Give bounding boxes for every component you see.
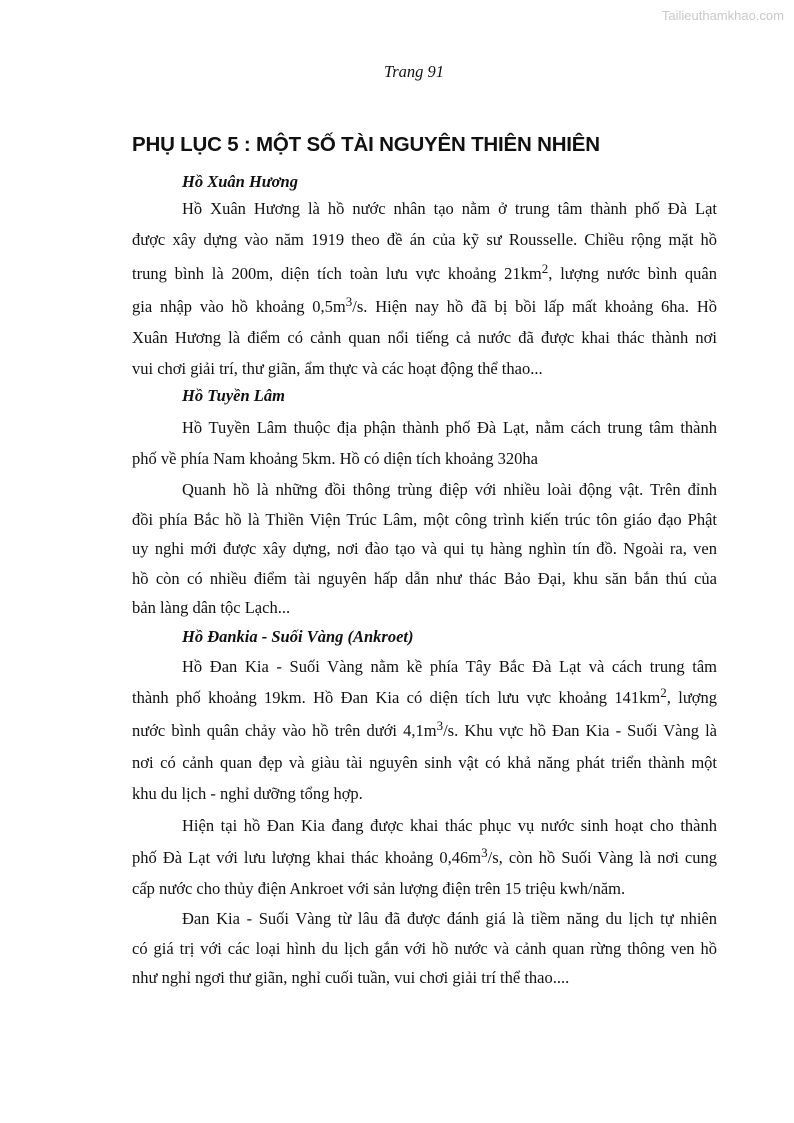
text-segment: /s. Hiện nay hồ đã bị bồi lấp mất khoảng 6ha. Hồ — [352, 297, 717, 316]
text-segment: , lượng nước bình quân — [548, 264, 718, 283]
text-line — [132, 685, 718, 708]
text-line: nơi có cảnh quan đẹp và giàu tài nguyên sinh vật có khả năng phát triển thành một — [132, 753, 717, 772]
text-segment: gia nhập vào hồ khoảng 0,5m — [132, 297, 346, 316]
text-segment: /s. Khu vực hồ Đan Kia - Suối Vàng là — [443, 721, 718, 740]
text-line: Hồ Xuân Hương là hồ nước nhân tạo nằm ở trung tâm thành phố Đà Lạt — [182, 199, 717, 218]
superscript: 3 — [345, 294, 353, 309]
text-line: Đan Kia - Suối Vàng từ lâu đã được đánh giá là tiềm năng du lịch tự nhiên — [182, 909, 717, 928]
text-line: Hiện tại hồ Đan Kia đang được khai thác phục vụ nước sinh hoạt cho thành — [182, 816, 717, 835]
text-line — [132, 294, 717, 317]
text-segment: /s, còn hồ Suối Vàng là nơi cung — [487, 848, 717, 867]
superscript: 2 — [660, 685, 667, 700]
text-line: vui chơi giải trí, thư giãn, ẩm thực và các hoạt động thể thao... — [132, 359, 543, 378]
text-line: bản làng dân tộc Lạch... — [132, 598, 291, 617]
superscript: 2 — [541, 261, 549, 276]
text-line: Xuân Hương là điểm có cảnh quan nổi tiếng cả nước đã được khai thác thành nơi — [132, 328, 717, 347]
text-line — [132, 718, 718, 741]
page-number: Trang 91 — [383, 62, 445, 81]
section-heading: Hồ Đankia - Suối Vàng (Ankroet) — [182, 627, 414, 646]
text-line — [132, 845, 717, 868]
text-segment: nước bình quân chảy vào hồ trên dưới 4,1m — [132, 721, 437, 740]
text-line: Hồ Đan Kia - Suối Vàng nằm kề phía Tây Bắc Đà Lạt và cách trung tâm — [182, 657, 717, 676]
text-line — [132, 261, 718, 284]
text-line: uy nghi mới được xây dựng, nơi đào tạo và qui tụ hàng nghìn tín đồ. Ngoài ra, ven — [132, 539, 717, 558]
text-line: Hồ Tuyền Lâm thuộc địa phận thành phố Đà Lạt, nằm cách trung tâm thành — [182, 418, 717, 437]
text-segment: thành phố khoảng 19km. Hồ Đan Kia có diện tích lưu vực khoảng 141km — [132, 688, 661, 707]
superscript: 3 — [481, 845, 488, 860]
text-line: hồ còn có nhiều điểm tài nguyên hấp dẫn như thác Bảo Đại, khu săn bắn thú của — [132, 569, 717, 588]
text-line: có giá trị với các loại hình du lịch gắn với hồ nước và cảnh quan rừng thông ven hồ — [132, 939, 717, 958]
text-line: phố về phía Nam khoảng 5km. Hồ có diện tích khoảng 320ha — [132, 449, 538, 468]
text-line: khu du lịch - nghỉ dưỡng tổng hợp. — [132, 784, 363, 803]
text-line: cấp nước cho thủy điện Ankroet với sản lượng điện trên 15 triệu kwh/năm. — [132, 879, 626, 898]
section-heading: Hồ Tuyền Lâm — [182, 386, 285, 405]
text-segment: , lượng — [666, 688, 718, 707]
watermark: Tailieuthamkhao.com — [661, 8, 784, 23]
text-line: như nghỉ ngơi thư giãn, nghỉ cuối tuần, vui chơi giải trí thể thao.... — [132, 968, 570, 987]
text-line: Quanh hồ là những đồi thông trùng điệp với nhiều loài động vật. Trên đỉnh — [182, 480, 717, 499]
page-title: PHỤ LỤC 5 : MỘT SỐ TÀI NGUYÊN THIÊN NHIÊN — [132, 133, 600, 156]
text-line: đồi phía Bắc hồ là Thiền Viện Trúc Lâm, một công trình kiến trúc tôn giáo đạo Phật — [132, 510, 717, 529]
text-segment: phố Đà Lạt với lưu lượng khai thác khoảng 0,46m — [132, 848, 482, 867]
text-segment: trung bình là 200m, diện tích toàn lưu vực khoảng 21km — [132, 264, 542, 283]
text-line: được xây dựng vào năm 1919 theo đề án của kỹ sư Rousselle. Chiều rộng mặt hồ — [132, 230, 717, 249]
section-heading: Hồ Xuân Hương — [182, 172, 298, 191]
superscript: 3 — [436, 718, 444, 733]
